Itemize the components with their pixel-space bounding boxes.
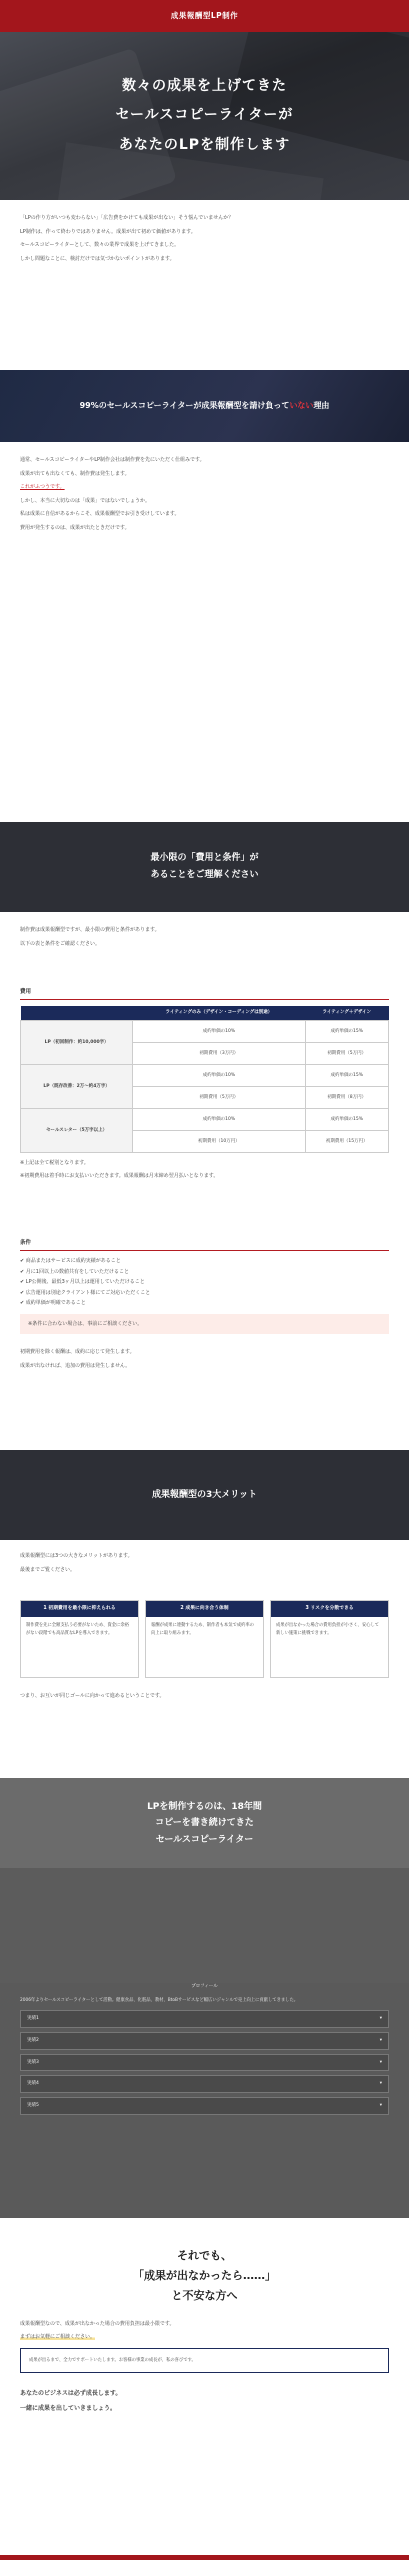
chevron-down-icon: ▾ [379, 2081, 382, 2087]
accordion-item[interactable]: 実績3 ▾ [20, 2054, 389, 2072]
pricing-table [20, 1006, 389, 1153]
cost-intro: 制作費は成果報酬型ですが、最小限の費用と条件があります。 以下の表と条件をご確認ください。 [20, 927, 160, 947]
merit-card: 3 リスクを分散できる 成果が出なかった場合の費用負担が小さく、安心して新しい施策に挑戦できます。 [270, 1600, 389, 1678]
pricing-notes: ※上記は全て税別となります。 ※初期費用は着手時にお支払いいただきます。成果報酬は月末締め翌月払いとなります。 [20, 1159, 219, 1180]
chevron-down-icon: ▾ [379, 2038, 382, 2044]
table-row: セールスレター（5万字以上） 成約単価の10% 成約単価の15% [21, 1108, 389, 1130]
merit-intro: 成果報酬型には3つの大きなメリットがあります。 最後までご覧ください。 [20, 1553, 133, 1573]
intro-section: 「LPの作り方がいつも変わらない」「広告費をかけても成果が出ない」そう悩んでいませんか？ LP制作は、作って終わりではありません。成果が出て初めて価値があります。 セールスコピーライターとして、数々の業界で成果を上げてきました。 しかし問題なことに、検討だけでは気づかないポイントがあります。 [20, 215, 234, 262]
list-item: ✔ 広告運用は別途クライアント様にてご対応いただくこと [20, 1289, 151, 1296]
table-row: 初期費用（3万円） 初期費用（5万円） [21, 1042, 389, 1064]
conditions-label: 条件 [20, 1239, 389, 1251]
profile-band: LPを制作するのは、18年間 コピーを書き続けてきた セールスコピーライター [0, 1778, 409, 1868]
highlight-text: まずはお気軽にご相談ください。 [20, 2334, 96, 2341]
reason-band: 99%のセールスコピーライターが成果報酬型を請け負って いない 理由 [0, 370, 409, 442]
table-row: LP（初回制作：約10,000字） 成約単価の10% 成約単価の15% [21, 1020, 389, 1042]
pricing-label: 費用 [20, 988, 389, 1000]
chevron-down-icon: ▾ [379, 2016, 382, 2022]
list-item: ✔ 商品またはサービスに成約実績があること [20, 1258, 121, 1265]
hero-title: 数々の成果を上げてきた セールスコピーライターが あなたのLPを制作します [115, 77, 294, 153]
hero-banner [0, 32, 409, 200]
profile-text: 2006年よりセールスコピーライターとして活動。健康食品、化粧品、教材、BtoBサービスなど幅広いジャンルで売上向上に貢献してきました。 [20, 1998, 299, 2004]
final-title: それでも、 「成果が出なかったら……」 と不安な方へ [133, 2249, 276, 2303]
header-title: 成果報酬型LP制作 [170, 10, 239, 20]
accordion-item[interactable]: 実績5 ▾ [20, 2097, 389, 2115]
table-row: 初期費用（10万円） 初期費用（15万円） [21, 1130, 389, 1152]
table-row: LP（既存改善：2万〜約4万字） 成約単価の10% 成約単価の15% [21, 1064, 389, 1086]
accordion-item[interactable]: 実績4 ▾ [20, 2075, 389, 2093]
profile-photo [0, 1868, 409, 1983]
emphasis-text: これがふつうです。 [20, 484, 65, 490]
quote-box: 成果が出るまで、全力でサポートいたします。お客様の事業の成長が、私の喜びです。 [20, 2348, 389, 2373]
merit-after: つまり、お互いが同じゴールに向かって進めるということです。 [20, 1693, 165, 1700]
table-header [21, 1006, 133, 1020]
merit-card: 2 成果に向き合う体制 報酬が成果に連動するため、制作者も本気で成約率の向上に取り組みます。 [145, 1600, 264, 1678]
list-item: ✔ 月に1回以上の数値共有をしていただけること [20, 1268, 129, 1275]
conditions-note: ※条件に合わない場合は、事前にご相談ください。 [20, 1314, 389, 1335]
footer-strip [0, 2555, 409, 2560]
chevron-down-icon: ▾ [379, 2059, 382, 2065]
profile-name: プロフィール [191, 1984, 218, 1990]
accordion-item[interactable]: 実績1 ▾ [20, 2010, 389, 2028]
chevron-down-icon: ▾ [379, 2102, 382, 2108]
merit-band: 成果報酬型の3大メリット [0, 1450, 409, 1540]
reason-section: 通常、セールスコピーライターやLP制作会社は制作費を先にいただく仕組みです。 成果が出ても出なくても、制作費は発生します。 これがふつうです。 しかし、本当に大切なのは「成果」ではないでしょうか。 私は成果に自信があるからこそ、成果報酬型でお引き受けしています。 費用が発生するのは、成果が出たときだけです。 [20, 457, 205, 531]
cost-band: 最小限の「費用と条件」が あることをご理解ください [0, 822, 409, 912]
list-item: ✔ LP公開後、最低3ヶ月以上は運用していただけること [20, 1279, 145, 1286]
final-section: それでも、 「成果が出なかったら……」 と不安な方へ 成果報酬型なので、成果が出なかった場合の費用負担は最小限です。 まずはお気軽にご相談ください。 成果が出るまで、全力でサポートいたします。お客様の事業の成長が、私の喜びです。 あなたのビジネスは必ず成長します。 一緒に成果を出していきましょう。 [0, 2218, 409, 2414]
merit-cards [0, 1600, 409, 1678]
conditions-list [0, 1257, 409, 1308]
table-header: ライティング＋デザイン [305, 1006, 389, 1020]
header-bar [0, 0, 409, 32]
table-row: 初期費用（5万円） 初期費用（8万円） [21, 1086, 389, 1108]
table-header: ライティングのみ（デザイン・コーディングは別途） [133, 1006, 305, 1020]
accordion-item[interactable]: 実績2 ▾ [20, 2032, 389, 2050]
profile-section [0, 1778, 409, 2218]
list-item: ✔ 成約単価が明確であること [20, 1300, 86, 1307]
merit-card: 1 初期費用を最小限に抑えられる 制作費を先に全額支払う必要がないため、資金に余裕がない段階でも高品質なLPを導入できます。 [20, 1600, 139, 1678]
cost-after: 初期費用を除く報酬は、成約に応じて発生します。 成果が出なければ、追加の費用は発生しません。 [20, 1349, 135, 1369]
